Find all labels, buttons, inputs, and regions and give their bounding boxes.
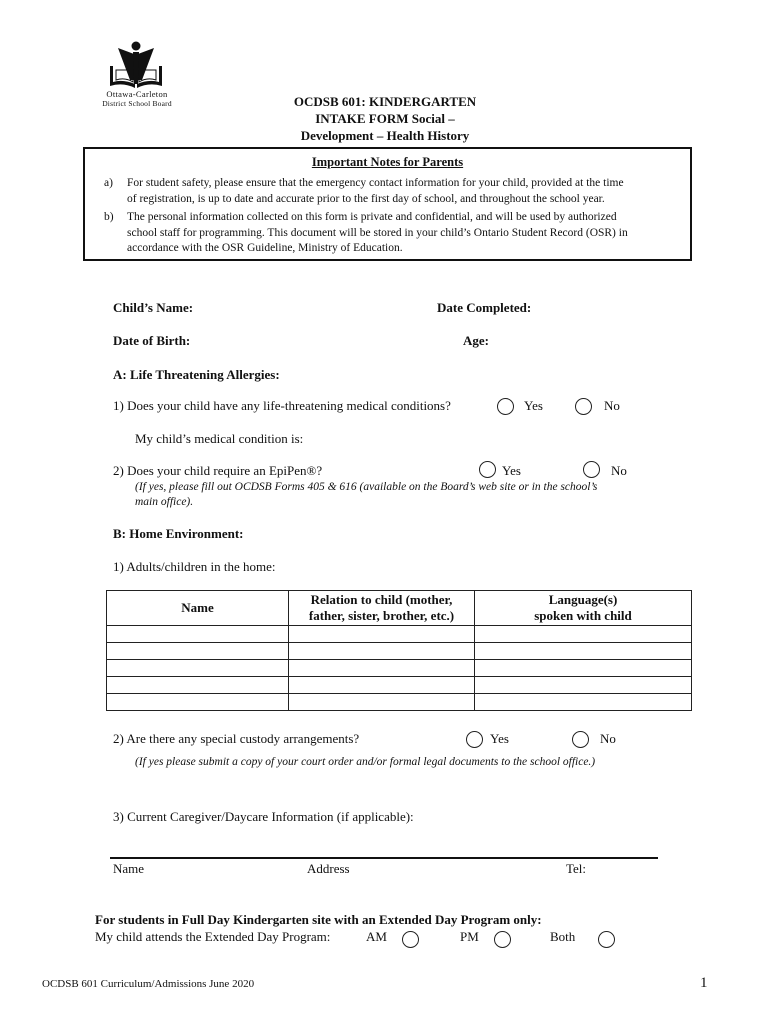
note-a: [127, 176, 687, 207]
note-a-line-2: of registration, is up to date and accurate prior to the first day of school, and throughout the school year.: [127, 192, 605, 205]
section-b-heading: B: Home Environment:: [113, 526, 244, 541]
household-table: [106, 590, 692, 711]
table-row: [107, 660, 692, 677]
date-of-birth-label: Date of Birth:: [113, 333, 191, 348]
book-figure-icon: [96, 40, 176, 92]
col-language-header: [475, 591, 692, 626]
note-b-line-1: The personal information collected on this form is private and confidential, and will be used by authorized: [127, 211, 617, 223]
language-cell[interactable]: [475, 660, 692, 677]
am-radio[interactable]: [402, 931, 419, 948]
logo-line-2: District School Board: [102, 99, 172, 108]
name-cell[interactable]: [107, 677, 289, 694]
household-table-header: [107, 591, 692, 626]
a1-yes-radio[interactable]: [497, 398, 514, 415]
language-cell[interactable]: [475, 643, 692, 660]
logo-line-1: Ottawa-Carleton: [106, 89, 168, 99]
language-cell[interactable]: [475, 677, 692, 694]
medical-condition-label: My child’s medical condition is:: [135, 431, 304, 446]
b2-yes-radio[interactable]: [466, 731, 483, 748]
b2-no-radio[interactable]: [572, 731, 589, 748]
note-b-line-2: school staff for programming. This document will be stored in your child’s Ontario Student Record (OSR) in: [127, 226, 628, 239]
table-row: [107, 626, 692, 643]
pm-label: PM: [460, 929, 479, 944]
title-line-3: Development – Health History: [300, 128, 470, 143]
title-line-1: OCDSB 601: KINDERGARTEN: [293, 94, 477, 109]
epipen-note: [135, 480, 675, 510]
page-number: 1: [700, 975, 708, 991]
name-cell[interactable]: [107, 660, 289, 677]
table-row: [107, 643, 692, 660]
am-label: AM: [366, 929, 387, 944]
note-b: [127, 210, 687, 257]
language-header-line-1: Language(s): [548, 592, 618, 607]
table-row: [107, 694, 692, 711]
a1-yes-label: Yes: [524, 398, 543, 413]
caregiver-address-label: Address: [307, 861, 350, 876]
question-b3: 3) Current Caregiver/Daycare Information (if applicable):: [113, 809, 414, 824]
custody-note: (If yes please submit a copy of your court order and/or formal legal documents to the school office.): [135, 756, 596, 768]
a1-no-label: No: [604, 398, 620, 413]
notes-heading: Important Notes for Parents: [311, 155, 464, 169]
age-label: Age:: [463, 333, 489, 348]
both-label: Both: [550, 929, 576, 944]
a2-yes-label: Yes: [502, 463, 521, 478]
relation-cell[interactable]: [289, 694, 475, 711]
childs-name-label: Child’s Name:: [113, 300, 194, 315]
caregiver-line[interactable]: [110, 857, 658, 859]
section-a-heading: A: Life Threatening Allergies:: [113, 367, 280, 382]
a2-no-label: No: [611, 463, 627, 478]
epipen-note-line-2: main office).: [135, 496, 194, 508]
table-row: [107, 677, 692, 694]
col-name-header: Name: [107, 591, 289, 626]
relation-header-line-1: Relation to child (mother,: [310, 592, 453, 607]
question-a1: 1) Does your child have any life-threatening medical conditions?: [113, 398, 451, 413]
a2-yes-radio[interactable]: [479, 461, 496, 478]
b2-no-label: No: [600, 731, 616, 746]
question-a2: 2) Does your child require an EpiPen®?: [113, 463, 323, 478]
logo-wordmark: [94, 90, 180, 108]
language-cell[interactable]: [475, 694, 692, 711]
relation-cell[interactable]: [289, 660, 475, 677]
both-radio[interactable]: [598, 931, 615, 948]
col-relation-header: [289, 591, 475, 626]
note-a-line-1: For student safety, please ensure that the emergency contact information for your child, provided at the time: [127, 177, 624, 189]
form-title: [200, 93, 570, 144]
extended-day-prompt: My child attends the Extended Day Program:: [95, 929, 331, 944]
language-header-line-2: spoken with child: [534, 608, 632, 623]
a2-no-radio[interactable]: [583, 461, 600, 478]
b2-yes-label: Yes: [490, 731, 509, 746]
caregiver-tel-label: Tel:: [566, 861, 587, 876]
relation-cell[interactable]: [289, 677, 475, 694]
footer-text: OCDSB 601 Curriculum/Admissions June 2020: [42, 978, 255, 990]
name-cell[interactable]: [107, 694, 289, 711]
name-cell[interactable]: [107, 626, 289, 643]
extended-day-heading: For students in Full Day Kindergarten site with an Extended Day Program only:: [95, 912, 542, 927]
relation-cell[interactable]: [289, 626, 475, 643]
question-b1: 1) Adults/children in the home:: [113, 559, 276, 574]
relation-cell[interactable]: [289, 643, 475, 660]
date-completed-label: Date Completed:: [437, 300, 532, 315]
pm-radio[interactable]: [494, 931, 511, 948]
name-cell[interactable]: [107, 643, 289, 660]
epipen-note-line-1: (If yes, please fill out OCDSB Forms 405 & 616 (available on the Board’s web site or in the school’s: [135, 481, 598, 493]
language-cell[interactable]: [475, 626, 692, 643]
note-a-letter: a): [104, 177, 113, 189]
note-b-line-3: accordance with the OSR Guideline, Ministry of Education.: [127, 242, 403, 254]
title-line-2: INTAKE FORM Social –: [315, 111, 455, 126]
relation-header-line-2: father, sister, brother, etc.): [308, 608, 455, 623]
a1-no-radio[interactable]: [575, 398, 592, 415]
question-b2: 2) Are there any special custody arrangements?: [113, 731, 360, 746]
note-b-letter: b): [104, 211, 114, 223]
caregiver-name-label: Name: [113, 861, 145, 876]
